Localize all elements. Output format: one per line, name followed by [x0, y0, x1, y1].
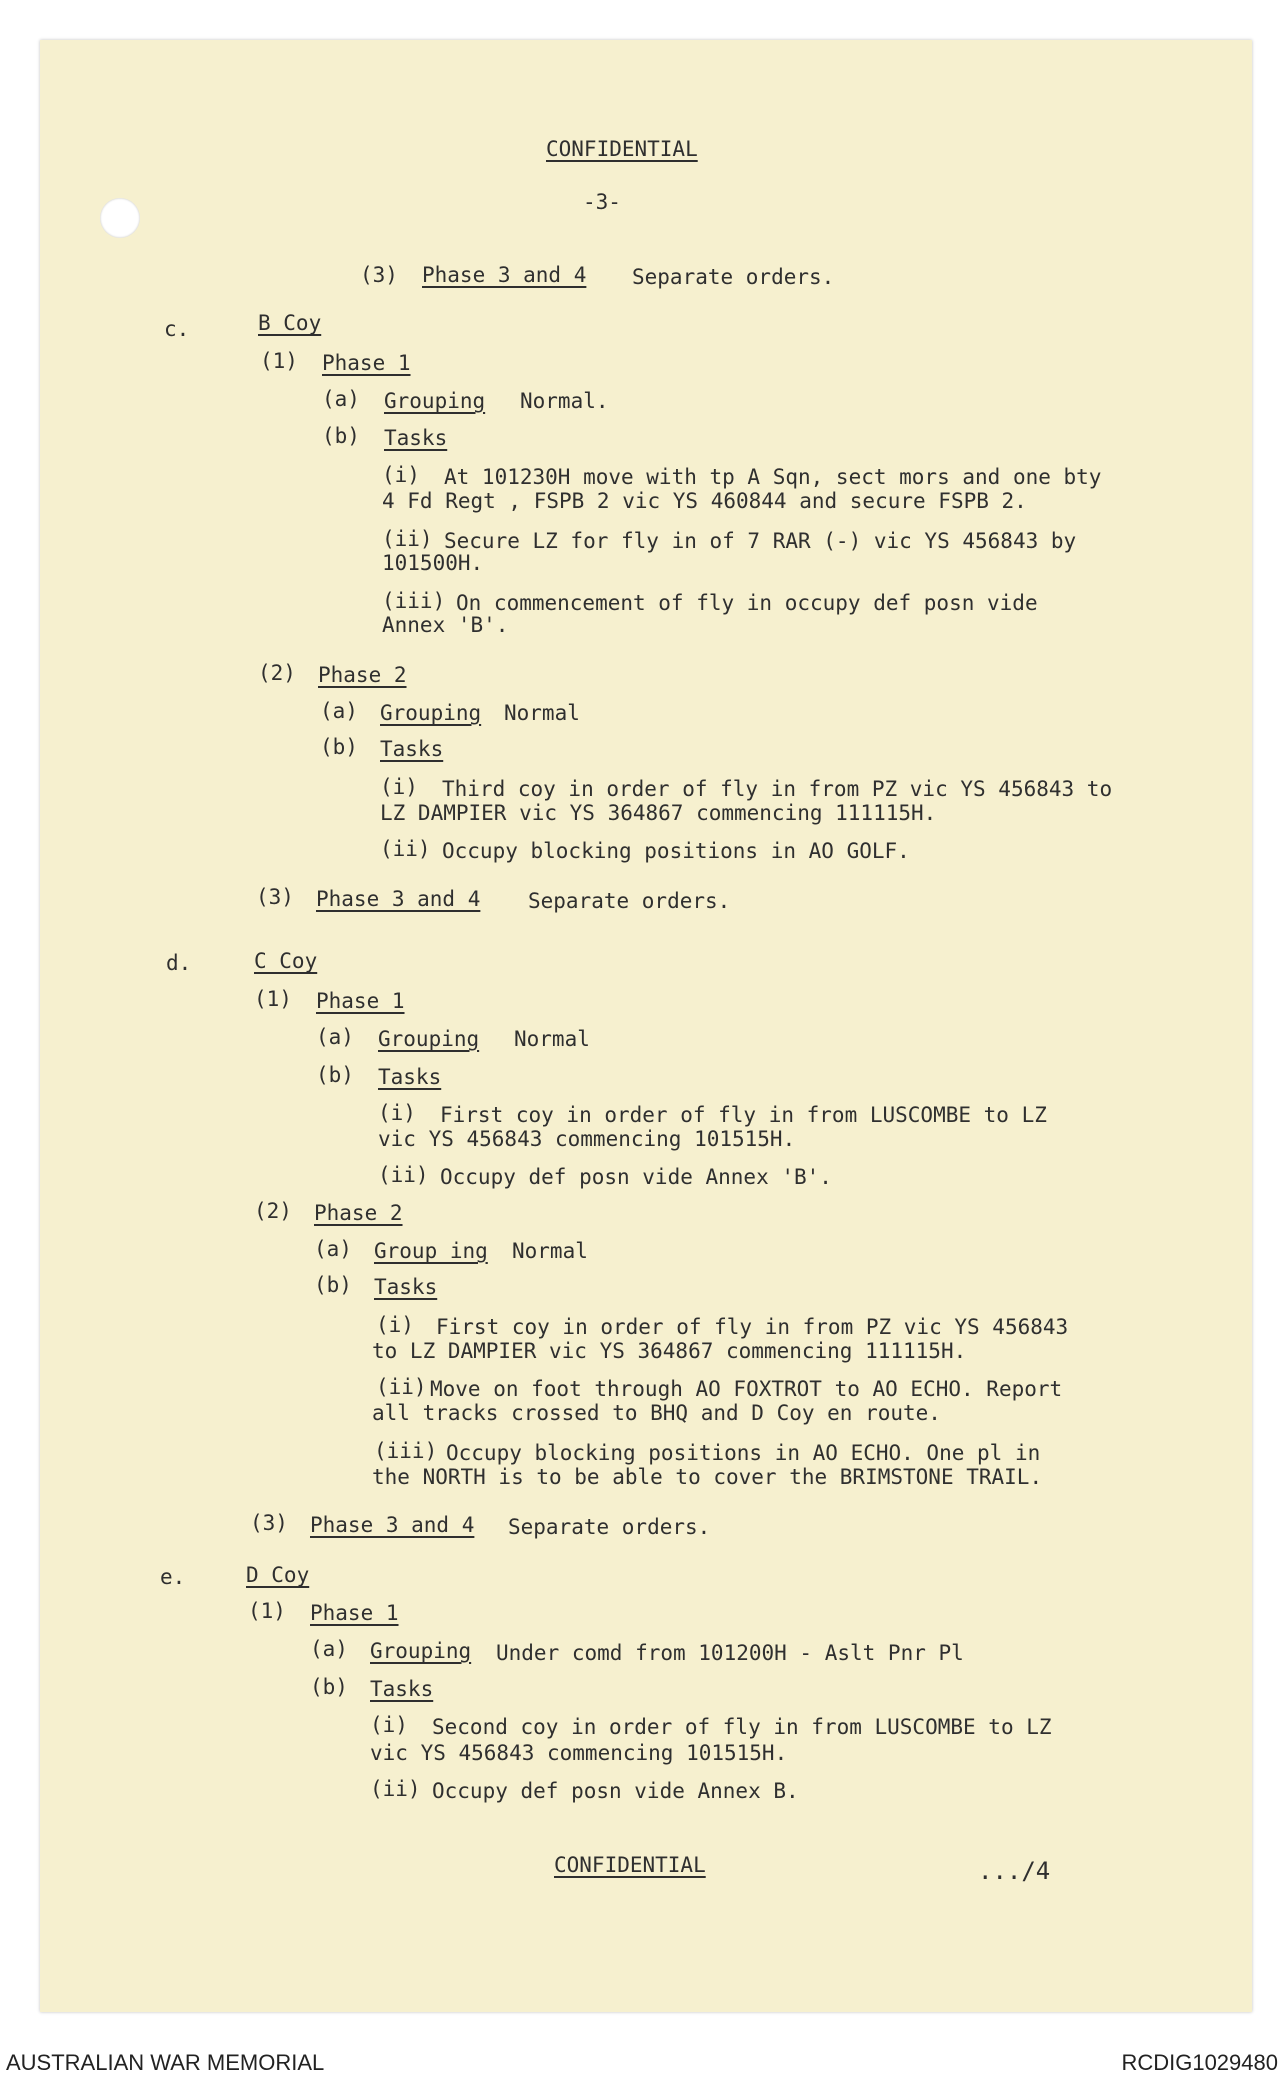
- c-ph34-text: Separate orders.: [528, 889, 731, 913]
- d-ph34-text: Separate orders.: [508, 1515, 711, 1539]
- c-ph1-a-text: Normal.: [520, 389, 609, 413]
- section-d-title: C Coy: [254, 949, 318, 973]
- d-ph2-ii-marker: (ii): [376, 1375, 427, 1399]
- d-ph1-i-line1: First coy in order of fly in from LUSCOMBE to LZ: [440, 1103, 1047, 1127]
- d-ph2-a-marker: (a): [314, 1237, 352, 1261]
- d-ph34-marker: (3): [250, 1511, 288, 1535]
- page-number: -3-: [583, 190, 621, 214]
- d-ph1-marker: (1): [254, 987, 292, 1011]
- d-ph1-a-text: Normal: [514, 1027, 590, 1051]
- d-ph1-b-title: Tasks: [378, 1065, 442, 1089]
- d-ph2-marker: (2): [254, 1199, 292, 1223]
- footer-classification: CONFIDENTIAL: [554, 1853, 706, 1877]
- d-ph1-a-title: Grouping: [378, 1027, 480, 1051]
- section-c-marker: c.: [164, 317, 190, 341]
- d-ph2-iii-marker: (iii): [374, 1439, 438, 1463]
- e-ph1-title: Phase 1: [310, 1601, 399, 1625]
- c-ph2-i-line1: Third coy in order of fly in from PZ vic YS 456843 to: [442, 777, 1113, 801]
- d-ph1-title: Phase 1: [316, 989, 405, 1013]
- d-ph2-b-marker: (b): [314, 1273, 352, 1297]
- e-ph1-a-marker: (a): [310, 1637, 348, 1661]
- continuation-mark: .../4: [978, 1857, 1051, 1885]
- c-ph1-i-line1: At 101230H move with tp A Sqn, sect mors and one bty: [444, 465, 1102, 489]
- punch-hole: [100, 198, 140, 238]
- d-ph2-i-marker: (i): [376, 1313, 414, 1337]
- section-e-marker: e.: [160, 1565, 186, 1589]
- d-ph1-ii-line1: Occupy def posn vide Annex 'B'.: [440, 1165, 832, 1189]
- c-ph1-b-title: Tasks: [384, 426, 448, 450]
- d-ph1-i-marker: (i): [378, 1101, 416, 1125]
- d-ph1-a-marker: (a): [316, 1025, 354, 1049]
- c-ph2-a-marker: (a): [320, 699, 358, 723]
- d-ph1-b-marker: (b): [316, 1063, 354, 1087]
- c-ph1-marker: (1): [260, 349, 298, 373]
- c-ph1-title: Phase 1: [322, 351, 411, 375]
- c-ph34-marker: (3): [256, 885, 294, 909]
- e-ph1-marker: (1): [248, 1599, 286, 1623]
- d-ph2-a-text: Normal: [512, 1239, 588, 1263]
- c-ph1-ii-line1: Secure LZ for fly in of 7 RAR (-) vic YS 456843 by: [444, 529, 1077, 553]
- c-ph1-a-title: Grouping: [384, 389, 486, 413]
- c-ph2-a-text: Normal: [504, 701, 580, 725]
- c-ph2-marker: (2): [258, 661, 296, 685]
- c-ph1-i-marker: (i): [382, 463, 420, 487]
- e-ph1-b-marker: (b): [310, 1675, 348, 1699]
- b-ph34-title: Phase 3 and 4: [422, 263, 587, 287]
- c-ph1-iii-line1: On commencement of fly in occupy def posn vide: [456, 591, 1038, 615]
- e-ph1-a-text: Under comd from 101200H - Aslt Pnr Pl: [496, 1641, 964, 1665]
- c-ph2-i-line2: LZ DAMPIER vic YS 364867 commencing 111115H.: [380, 801, 937, 825]
- d-ph2-ii-line2: all tracks crossed to BHQ and D Coy en route.: [372, 1401, 941, 1425]
- d-ph2-ii-line1: Move on foot through AO FOXTROT to AO ECHO. Report: [430, 1377, 1063, 1401]
- c-ph2-ii-marker: (ii): [380, 837, 431, 861]
- archive-credit: AUSTRALIAN WAR MEMORIAL: [6, 2050, 325, 2075]
- section-e-title: D Coy: [246, 1563, 310, 1587]
- c-ph1-ii-line2: 101500H.: [382, 551, 484, 575]
- e-ph1-i-line1: Second coy in order of fly in from LUSCOMBE to LZ: [432, 1715, 1052, 1739]
- d-ph2-a-title: Group ing: [374, 1239, 488, 1263]
- d-ph2-iii-line1: Occupy blocking positions in AO ECHO. One pl in: [446, 1441, 1041, 1465]
- e-ph1-ii-line1: Occupy def posn vide Annex B.: [432, 1779, 799, 1803]
- c-ph1-b-marker: (b): [322, 424, 360, 448]
- d-ph1-ii-marker: (ii): [378, 1163, 429, 1187]
- c-ph2-a-title: Grouping: [380, 701, 482, 725]
- c-ph1-iii-line2: Annex 'B'.: [382, 613, 509, 637]
- section-d-marker: d.: [166, 951, 192, 975]
- e-ph1-i-line2: vic YS 456843 commencing 101515H.: [370, 1741, 788, 1765]
- c-ph2-title: Phase 2: [318, 663, 407, 687]
- c-ph34-title: Phase 3 and 4: [316, 887, 481, 911]
- c-ph1-a-marker: (a): [322, 387, 360, 411]
- e-ph1-b-title: Tasks: [370, 1677, 434, 1701]
- c-ph2-ii-line1: Occupy blocking positions in AO GOLF.: [442, 839, 910, 863]
- d-ph2-iii-line2: the NORTH is to be able to cover the BRIMSTONE TRAIL.: [372, 1465, 1043, 1489]
- c-ph2-b-marker: (b): [320, 735, 358, 759]
- c-ph2-i-marker: (i): [380, 775, 418, 799]
- section-c-title: B Coy: [258, 311, 322, 335]
- archive-id: RCDIG1029480: [1121, 2050, 1278, 2075]
- c-ph1-i-line2: 4 Fd Regt , FSPB 2 vic YS 460844 and secure FSPB 2.: [382, 489, 1027, 513]
- d-ph2-b-title: Tasks: [374, 1275, 438, 1299]
- e-ph1-a-title: Grouping: [370, 1639, 472, 1663]
- c-ph1-iii-marker: (iii): [382, 589, 446, 613]
- d-ph2-i-line2: to LZ DAMPIER vic YS 364867 commencing 111115H.: [372, 1339, 967, 1363]
- c-ph2-b-title: Tasks: [380, 737, 444, 761]
- e-ph1-ii-marker: (ii): [370, 1777, 421, 1801]
- d-ph1-i-line2: vic YS 456843 commencing 101515H.: [378, 1127, 796, 1151]
- header-classification: CONFIDENTIAL: [546, 137, 698, 161]
- d-ph2-i-line1: First coy in order of fly in from PZ vic YS 456843: [436, 1315, 1069, 1339]
- c-ph1-ii-marker: (ii): [382, 527, 433, 551]
- b-ph34-marker: (3): [360, 263, 398, 287]
- e-ph1-i-marker: (i): [370, 1713, 408, 1737]
- b-ph34-text: Separate orders.: [632, 265, 835, 289]
- d-ph34-title: Phase 3 and 4: [310, 1513, 475, 1537]
- d-ph2-title: Phase 2: [314, 1201, 403, 1225]
